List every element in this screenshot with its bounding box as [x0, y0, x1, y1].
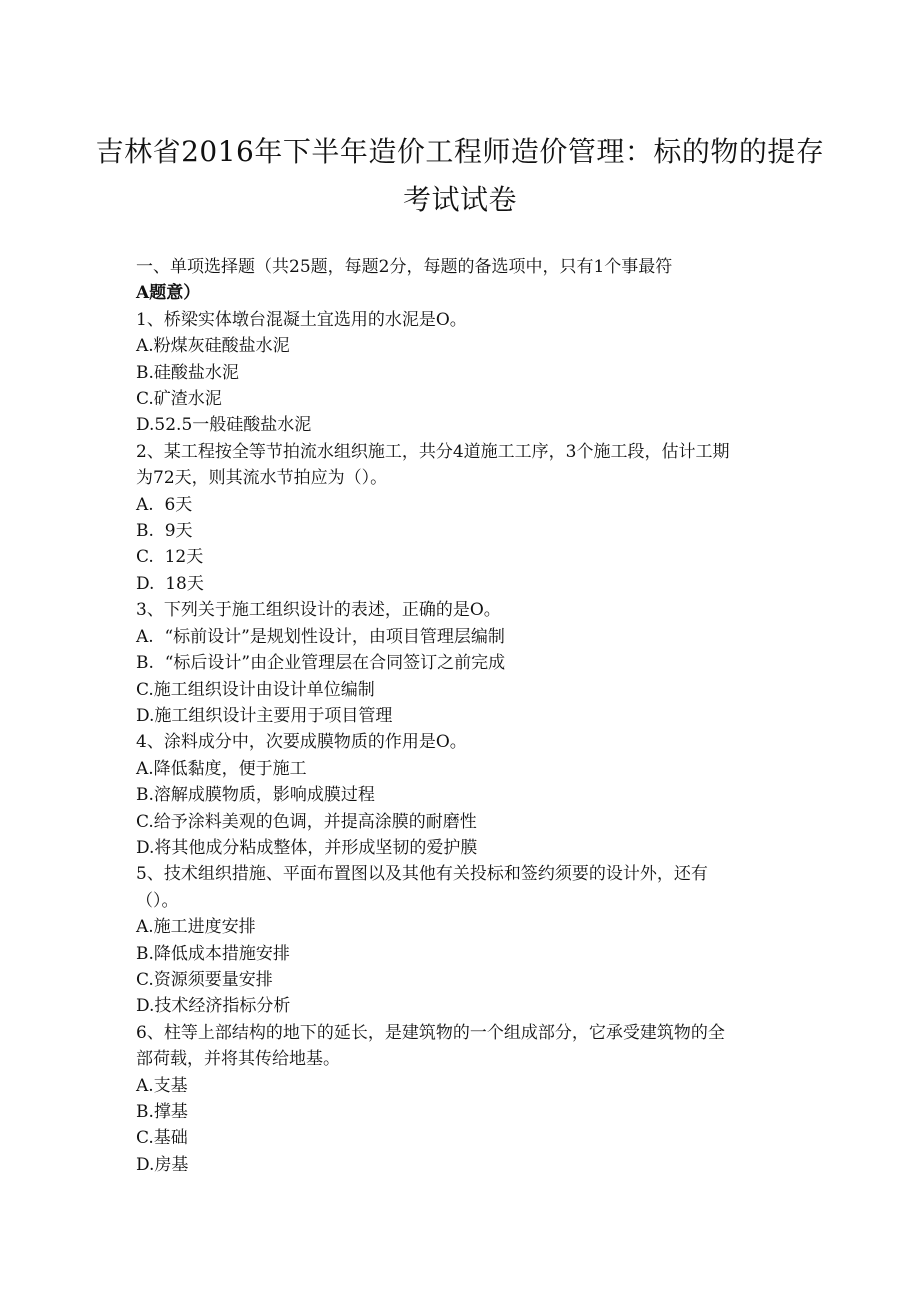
question-2-option-d: D. 18天 — [136, 573, 204, 594]
question-2-stem-line-2: 为72天，则其流水节拍应为（）。 — [136, 468, 388, 489]
question-5 — [136, 861, 796, 1019]
question-6-option-b: B.撑基 — [136, 1102, 188, 1122]
document-title-line-2: 考试试卷 — [402, 183, 517, 216]
question-6-stem-line-1: 6、柱等上部结构的地下的延长，是建筑物的一个组成部分，它承受建筑物的全 — [136, 1022, 725, 1043]
question-1-option-d: D.52.5一般硅酸盐水泥 — [136, 415, 312, 436]
question-6-option-a: A.支基 — [136, 1075, 188, 1096]
question-3 — [136, 597, 796, 729]
document-body — [136, 254, 796, 1178]
question-3-option-a: A. “标前设计”是规划性设计，由项目管理层编制 — [136, 626, 505, 647]
question-5-stem-line-2: （）。 — [136, 890, 179, 911]
question-3-option-c: C.施工组织设计由设计单位编制 — [136, 679, 375, 700]
question-6-option-c: C.基础 — [136, 1128, 188, 1149]
question-1-option-a: A.粉煤灰硅酸盐水泥 — [136, 336, 290, 357]
question-1-option-c: C.矿渣水泥 — [136, 389, 222, 410]
question-3-option-b: B. “标后设计”由企业管理层在合同签订之前完成 — [136, 653, 506, 674]
question-5-option-a: A.施工进度安排 — [136, 917, 256, 938]
question-2-option-c: C. 12天 — [136, 547, 204, 568]
section-heading-line-2: A题意） — [136, 283, 201, 304]
section-heading-line-1: 一、单项选择题（共25题，每题2分，每题的备选项中，只有1个事最符 — [136, 257, 673, 277]
question-5-stem-line-1: 5、技术组织措施、平面布置图以及其他有关投标和签约须要的设计外，还有 — [136, 864, 708, 885]
question-6-stem-line-2: 部荷载，并将其传给地基。 — [136, 1049, 340, 1070]
question-5-option-d: D.技术经济指标分析 — [136, 996, 291, 1017]
question-2-option-b: B. 9天 — [136, 521, 193, 542]
question-2-stem-line-1: 2、某工程按全等节拍流水组织施工，共分4道施工工序，3个施工段，估计工期 — [136, 441, 730, 462]
question-2-option-a: A. 6天 — [136, 494, 193, 515]
question-4 — [136, 729, 796, 861]
question-1 — [136, 307, 796, 439]
question-6-option-d: D.房基 — [136, 1154, 189, 1175]
document-title-line-1: 吉林省2016年下半年造价工程师造价管理：标的物的提存 — [95, 135, 825, 168]
question-4-option-b: B.溶解成膜物质，影响成膜过程 — [136, 785, 375, 806]
question-4-option-a: A.降低黏度，便于施工 — [136, 758, 307, 779]
question-1-stem: 1、桥梁实体墩台混凝土宜选用的水泥是O。 — [136, 309, 467, 330]
question-3-stem: 3、下列关于施工组织设计的表述，正确的是O。 — [136, 600, 501, 621]
question-4-stem: 4、涂料成分中，次要成膜物质的作用是O。 — [136, 732, 467, 753]
question-5-option-b: B.降低成本措施安排 — [136, 943, 290, 964]
question-4-option-d: D.将其他成分粘成整体，并形成坚韧的爱护膜 — [136, 837, 478, 858]
question-6 — [136, 1020, 796, 1178]
question-3-option-d: D.施工组织设计主要用于项目管理 — [136, 705, 393, 726]
question-1-option-b: B.硅酸盐水泥 — [136, 362, 239, 383]
question-4-option-c: C.给予涂料美观的色调，并提高涂膜的耐磨性 — [136, 811, 477, 832]
question-5-option-c: C.资源须要量安排 — [136, 969, 273, 990]
question-2 — [136, 439, 796, 597]
